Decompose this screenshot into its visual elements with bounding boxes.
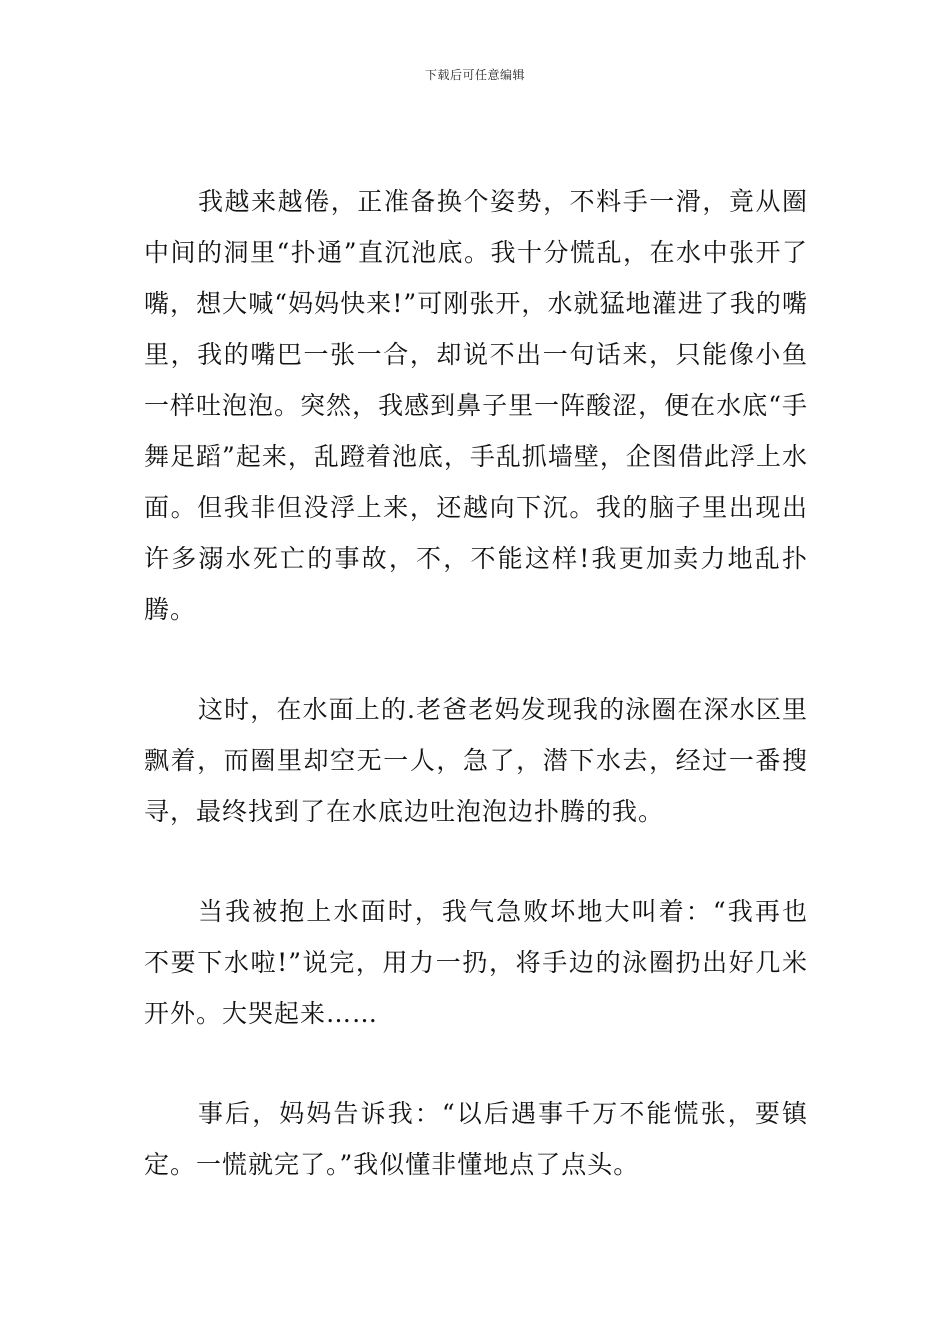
page-header-note: 下载后可任意编辑 — [424, 68, 525, 82]
paragraph-4: 事后，妈妈告诉我：“以后遇事千万不能慌张，要镇定。一慌就完了。”我似懂非懂地点了点头。 — [144, 1099, 808, 1179]
paragraph-1: 我越来越倦，正准备换个姿势，不料手一滑，竟从圈中间的洞里“扑通”直沉池底。我十分慌乱，在水中张开了嘴，想大喊“妈妈快来!”可刚张开，水就猛地灌进了我的嘴里，我的嘴巴一张一合，却说不出一句话来，只能像小鱼一样吐泡泡。突然，我感到鼻子里一阵酸涩，便在水底“手舞足蹈”起来，乱蹬着池底，手乱抓墙壁，企图借此浮上水面。但我非但没浮上来，还越向下沉。我的脑子里出现出许多溺水死亡的事故，不，不能这样!我更加卖力地乱扑腾。 — [144, 187, 808, 624]
document-body — [144, 176, 808, 1190]
paragraph-2: 这时，在水面上的.老爸老妈发现我的泳圈在深水区里飘着，而圈里却空无一人，急了，潜下水去，经过一番搜寻，最终找到了在水底边吐泡泡边扑腾的我。 — [144, 695, 808, 826]
paragraph-3: 当我被抱上水面时，我气急败坏地大叫着：“我再也不要下水啦!”说完，用力一扔，将手边的泳圈扔出好几米开外。大哭起来…… — [144, 897, 808, 1028]
